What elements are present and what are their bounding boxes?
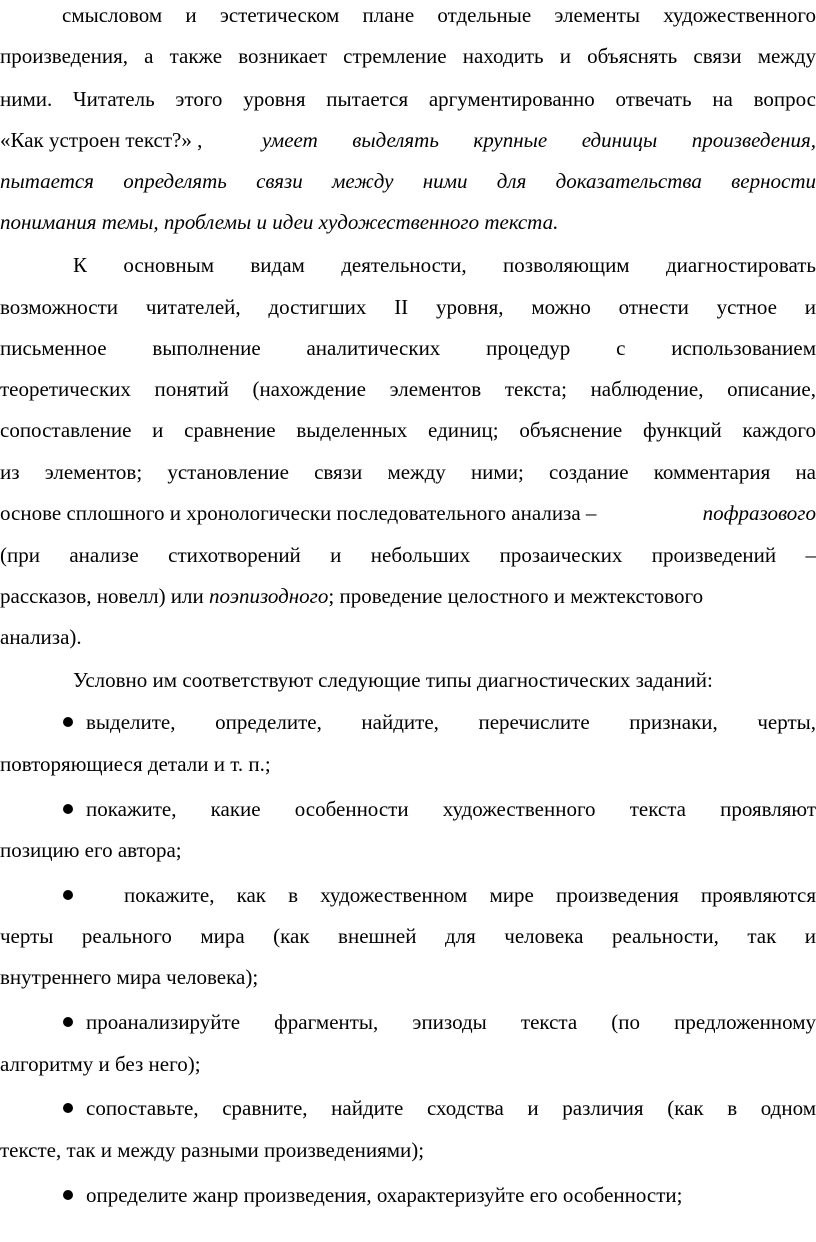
- text-line: ними. Читатель этого уровня пытается аргументированно отвечать на вопрос: [0, 87, 816, 111]
- text-span: «Как устроен текст?» ,: [0, 128, 203, 152]
- text-span: основе сплошного и хронологически последовательного анализа –: [0, 501, 597, 525]
- list-item: определите жанр произведения, охарактеризуйте его особенности;: [86, 1183, 683, 1207]
- italic-text-span: пофразового: [702, 501, 816, 525]
- list-item: покажите, как в художественном мире произведения проявляются: [124, 883, 816, 907]
- text-line: [0, 125, 816, 155]
- text-line: смысловом и эстетическом плане отдельные элементы художественного: [62, 3, 816, 27]
- bullet-icon: [63, 1103, 73, 1113]
- bullet-icon: [63, 804, 73, 814]
- text-line: произведения, а также возникает стремление находить и объяснять связи между: [0, 44, 816, 68]
- list-item-continuation: черты реального мира (как внешней для человека реальности, так и: [0, 924, 816, 948]
- bullet-icon: [63, 1017, 73, 1027]
- list-item: покажите, какие особенности художественного текста проявляют: [86, 797, 816, 821]
- list-item-continuation: повторяющиеся детали и т. п.;: [0, 752, 271, 776]
- bullet-icon: [63, 1190, 73, 1200]
- list-item: сопоставьте, сравните, найдите сходства и различия (как в одном: [86, 1096, 816, 1120]
- list-item: проанализируйте фрагменты, эпизоды текста (по предложенному: [86, 1010, 816, 1034]
- list-item: выделите, определите, найдите, перечислите признаки, черты,: [86, 710, 816, 734]
- text-line: сопоставление и сравнение выделенных единиц; объяснение функций каждого: [0, 418, 816, 442]
- italic-text-span: умеет выделять крупные единицы произведения,: [262, 128, 816, 152]
- text-line: Условно им соответствуют следующие типы диагностических заданий:: [73, 668, 713, 692]
- list-item-continuation: позицию его автора;: [0, 838, 182, 862]
- text-line: [0, 581, 816, 611]
- list-item-continuation: внутреннего мира человека);: [0, 965, 259, 989]
- text-span: рассказов, новелл) или: [0, 584, 204, 608]
- italic-text-line: пытается определять связи между ними для доказательства верности: [0, 169, 816, 193]
- list-item-continuation: тексте, так и между разными произведениями);: [0, 1138, 425, 1162]
- text-line: [0, 498, 816, 528]
- text-line: (при анализе стихотворений и небольших прозаических произведений –: [0, 543, 816, 567]
- bullet-icon: [63, 890, 73, 900]
- text-line: письменное выполнение аналитических процедур с использованием: [0, 336, 816, 360]
- italic-text-line: понимания темы, проблемы и идеи художественного текста.: [0, 210, 559, 234]
- bullet-icon: [63, 717, 73, 727]
- italic-text-span: поэпизодного: [209, 584, 329, 608]
- text-line: К основным видам деятельности, позволяющим диагностировать: [73, 253, 816, 277]
- text-line: возможности читателей, достигших II уровня, можно отнести устное и: [0, 295, 816, 319]
- text-line: из элементов; установление связи между ними; создание комментария на: [0, 460, 816, 484]
- text-line: анализа).: [0, 625, 82, 649]
- list-item-continuation: алгоритму и без него);: [0, 1052, 201, 1076]
- text-line: теоретических понятий (нахождение элементов текста; наблюдение, описание,: [0, 377, 816, 401]
- text-span: ; проведение целостного и межтекстового: [328, 584, 704, 608]
